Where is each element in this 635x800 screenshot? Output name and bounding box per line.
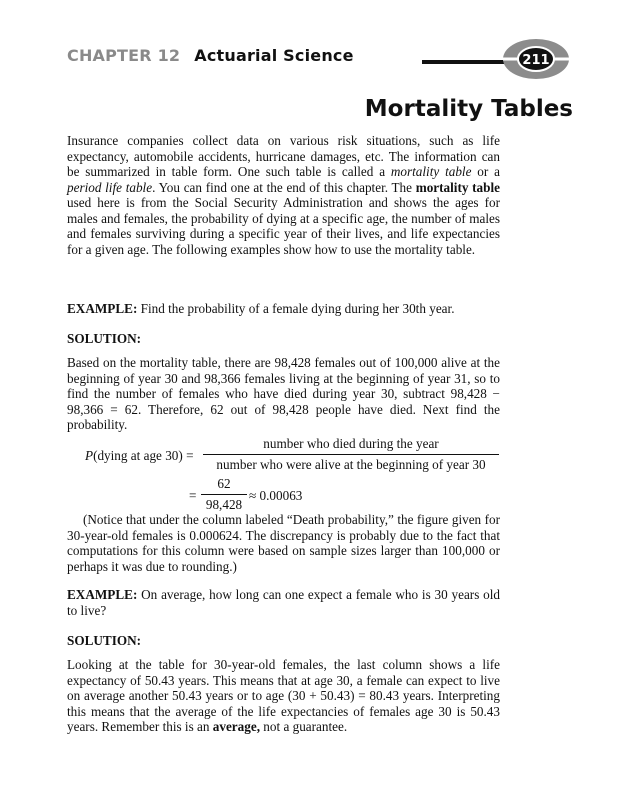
solution-1-paragraph [67, 355, 500, 433]
formula-denominator-1: number who were alive at the beginning of year 30 [216, 457, 486, 472]
formula-p: P [85, 448, 94, 463]
chapter-heading [67, 46, 354, 65]
solution-1-heading [67, 331, 500, 347]
notice-paragraph [67, 512, 500, 574]
intro-bold-mortality-table: mortality table [415, 179, 500, 195]
intro-em-period-life-table: period life table [67, 179, 153, 195]
intro-text-3: . You can find one at the end of this chapter. The [152, 179, 416, 195]
formula-fraction-1 [203, 436, 499, 473]
formula-numerator-2: 62 [201, 476, 247, 495]
intro-text-1: Insurance companies collect data on various risk situations, such as life expectancy, automobile accidents, hurricane damages, etc. The information can be summarized in table form. One such table is called a [67, 133, 500, 179]
solution-2-heading [67, 633, 500, 649]
example-1-text: Find the probability of a female dying during her 30th year. [137, 301, 455, 316]
formula-numerator-1: number who died during the year [203, 436, 499, 455]
intro-em-mortality-table: mortality table [390, 164, 472, 179]
formula-approx: ≈ 0.00063 [249, 488, 303, 503]
solution-2-bold-average: average, [212, 719, 260, 734]
solution-1-label: SOLUTION: [67, 331, 142, 346]
solution-2-paragraph [67, 657, 500, 735]
solution-2-text-1: Looking at the table for 30-year-old females, the last column shows a life expectancy of 50.43 years. This means that at age 30, a female can expect to live on average another 50.43 years or to age (30 + 50.43) = 80.43 years. Interpreting this means that the average of the life expectancies of females age 30 is 50.43 years. Remember this is an [67, 657, 500, 734]
formula-lhs-text: (dying at age 30) = [93, 448, 194, 463]
chapter-title: Actuarial Science [194, 46, 354, 65]
notice-text: (Notice that under the column labeled “Death probability,” the figure given for 30-year-old females is 0.000624. The discrepancy is probably due to the fact that computations for this column were based on sample sizes larger than 100,000 or perhaps it was due to rounding.) [67, 512, 500, 574]
intro-text-2: or a [471, 164, 500, 179]
intro-paragraph [67, 133, 500, 257]
solution-1-text: Based on the mortality table, there are 98,428 females out of 100,000 alive at the beginning of year 30 and 98,366 females living at the beginning of year 31, so to find the number of females who have died during year 30, subtract 98,428 − 98,366 = 62. Therefore, 62 out of 98,428 people have died. Next find the probability. [67, 355, 500, 432]
example-2 [67, 587, 500, 618]
page-number-badge [501, 37, 571, 81]
chapter-label: CHAPTER 12 [67, 46, 181, 65]
section-title: Mortality Tables [364, 96, 573, 122]
intro-text-4: used here is from the Social Security Administration and shows the ages for males and females, the probability of dying at a specific age, the number of males and females surviving during a specific year of their lives, and life expectancies for a given age. The following examples show how to use the mortality table. [67, 195, 500, 257]
running-header [67, 44, 567, 74]
page-number: 211 [522, 53, 550, 68]
solution-2-text-2: not a guarantee. [260, 719, 348, 734]
solution-2-label: SOLUTION: [67, 633, 142, 648]
example-1 [67, 301, 500, 317]
example-1-label: EXAMPLE: [67, 301, 138, 316]
formula-eq2: = [189, 488, 197, 503]
example-2-text: On average, how long can one expect a female who is 30 years old to live? [67, 587, 500, 618]
formula-lhs [85, 448, 194, 464]
formula-fraction-2 [201, 476, 247, 513]
example-2-label: EXAMPLE: [67, 587, 138, 602]
formula-denominator-2: 98,428 [205, 497, 243, 512]
